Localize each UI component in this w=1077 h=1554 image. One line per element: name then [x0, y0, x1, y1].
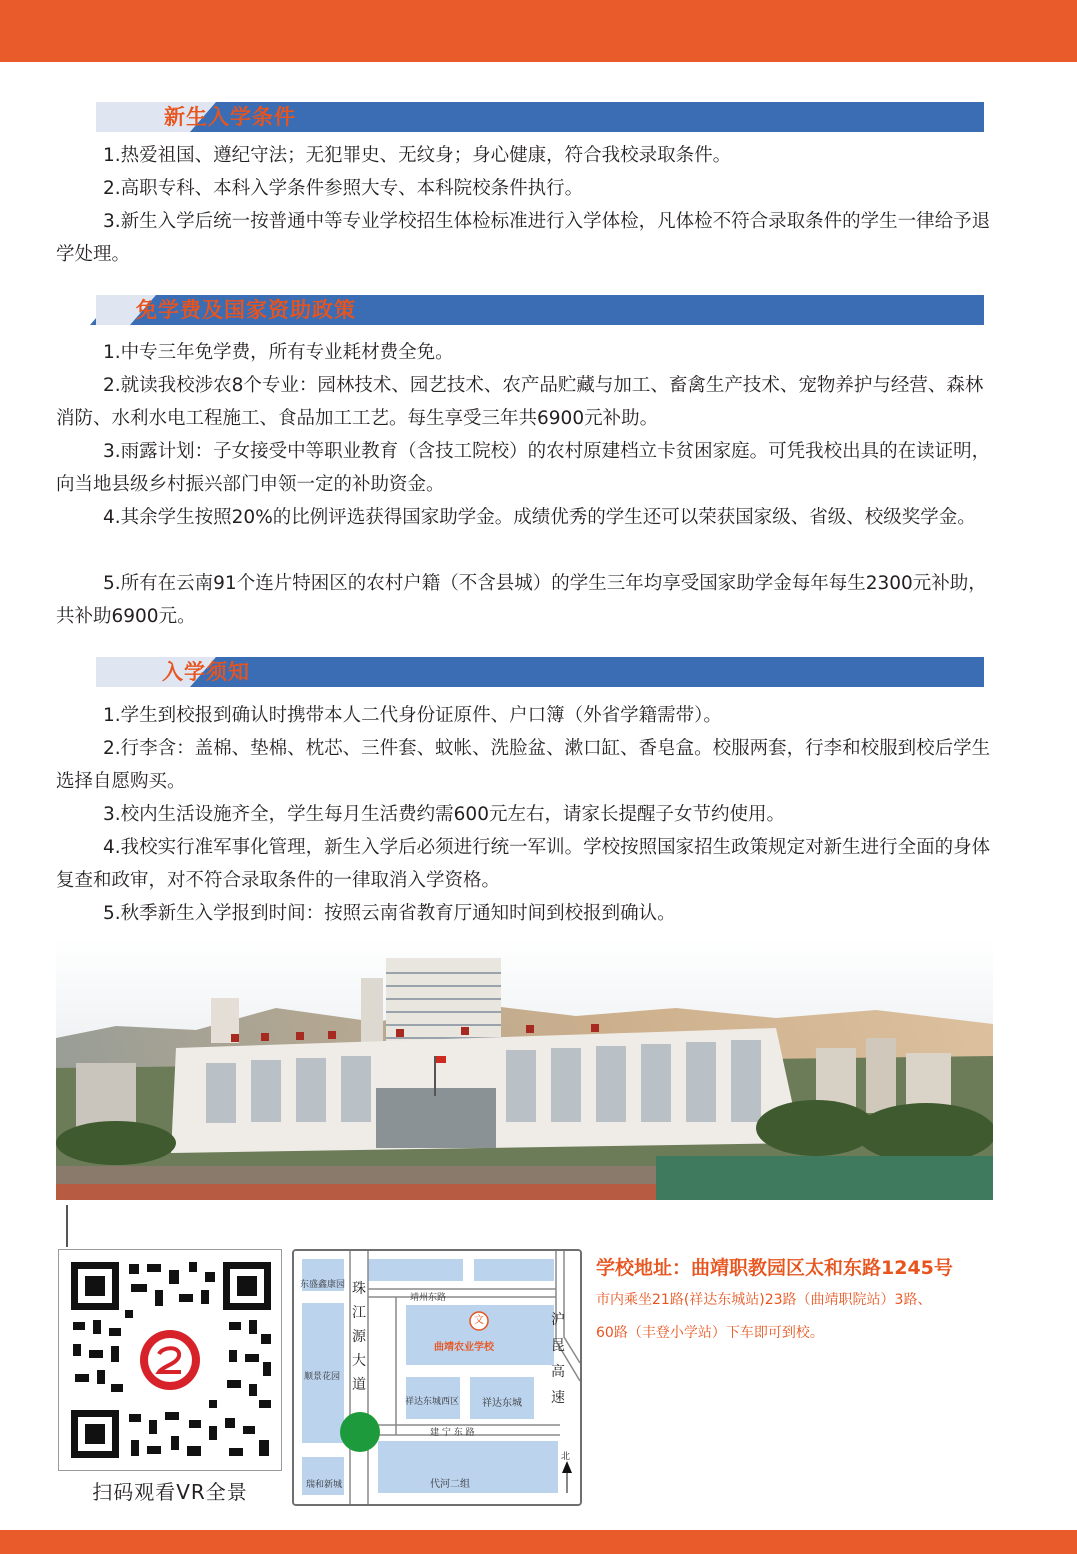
- road-label-jingzhou: 靖州东路: [410, 1293, 447, 1303]
- road-char: 珠: [352, 1281, 366, 1297]
- place-label-shunjing: 顺景花园: [304, 1372, 341, 1382]
- place-label-xiangda: 祥达东城: [482, 1398, 522, 1409]
- place-label-ruihe: 瑞和新城: [306, 1480, 343, 1490]
- qr-caption: 扫码观看VR全景: [92, 1480, 248, 1504]
- road-char: 速: [551, 1390, 565, 1406]
- paragraph: 3.新生入学后统一按普通中等专业学校招生体检标准进行入学体检，凡体检不符合录取条件的学生一律给予退学处理。: [56, 211, 991, 265]
- road-char: 大: [352, 1353, 366, 1369]
- campus-photo: [56, 938, 993, 1200]
- road-label-expressway: [550, 1307, 566, 1411]
- paragraph: 4.我校实行准军事化管理，新生入学后必须进行统一军训。学校按照国家招生政策规定对新生进行全面的身体复查和政审，对不符合录取条件的一律取消入学资格。: [56, 837, 991, 891]
- divider-line: [66, 1205, 68, 1247]
- paragraph: 1.热爱祖国、遵纪守法；无犯罪史、无纹身；身心健康，符合我校录取条件。: [103, 145, 732, 166]
- section-header-enrollment-notice: [56, 657, 984, 687]
- north-label: 北: [561, 1452, 571, 1462]
- road-label-jianning: 建 宁 东 路: [430, 1428, 475, 1438]
- paragraph: 2.就读我校涉农8个专业：园林技术、园艺技术、农产品贮藏与加工、畜禽生产技术、宠物养护与经营、森林消防、水利水电工程施工、食品加工工艺。每生享受三年共6900元补助。: [56, 375, 984, 429]
- paragraph: 1.中专三年免学费，所有专业耗材费全免。: [103, 342, 454, 363]
- paragraph: 3.校内生活设施齐全，学生每月生活费约需600元左右，请家长提醒子女节约使用。: [103, 804, 785, 825]
- road-char: 道: [352, 1377, 366, 1393]
- road-char: 源: [352, 1329, 366, 1345]
- paragraph: 1.学生到校报到确认时携带本人二代身份证原件、户口簿（外省学籍需带）。: [103, 705, 722, 726]
- paragraph: 4.其余学生按照20%的比例评选获得国家助学金。成绩优秀的学生还可以荣获国家级、省级、校级奖学金。: [103, 507, 976, 528]
- paragraph: 2.行李含：盖棉、垫棉、枕芯、三件套、蚊帐、洗脸盆、漱口缸、香皂盒。校服两套，行李和校服到校后学生选择自愿购买。: [56, 738, 991, 792]
- qr-code[interactable]: [58, 1249, 282, 1471]
- bus-route-line: 市内乘坐21路(祥达东城站)23路（曲靖职院站）3路、: [596, 1292, 932, 1308]
- section-title: 新生入学条件: [164, 105, 296, 129]
- road-char: 沪: [551, 1312, 565, 1328]
- bottom-orange-bar: [0, 1530, 1077, 1554]
- road-char: 江: [352, 1305, 366, 1321]
- school-address-title: 学校地址：曲靖职教园区太和东路1245号: [596, 1257, 953, 1279]
- road-char: 昆: [551, 1338, 565, 1354]
- place-label-school: 曲靖农业学校: [434, 1342, 494, 1353]
- bus-route-line: 60路（丰登小学站）下车即可到校。: [596, 1325, 824, 1341]
- place-label-dongsheng: 东盛鑫康园: [300, 1280, 346, 1290]
- road-label-zhujiang: [350, 1277, 368, 1397]
- place-label-daihe: 代河二组: [430, 1479, 470, 1490]
- school-mark-icon: 文: [474, 1315, 484, 1326]
- section-title: 免学费及国家资助政策: [136, 298, 356, 322]
- road-char: 高: [551, 1364, 565, 1380]
- section-header-admission-conditions: [56, 102, 984, 132]
- top-orange-bar: [0, 0, 1077, 62]
- section-header-tuition-policy: [56, 295, 984, 325]
- paragraph: 5.所有在云南91个连片特困区的农村户籍（不含县城）的学生三年均享受国家助学金每年每生2300元补助，共补助6900元。: [56, 573, 987, 627]
- location-map[interactable]: [292, 1249, 582, 1506]
- paragraph: 3.雨露计划：子女接受中等职业教育（含技工院校）的农村原建档立卡贫困家庭。可凭我校出具的在读证明，向当地县级乡村振兴部门申领一定的补助资金。: [56, 441, 991, 495]
- section-title: 入学须知: [162, 660, 250, 684]
- place-label-xiangda-west: 祥达东城西区: [405, 1397, 460, 1407]
- paragraph: 5.秋季新生入学报到时间：按照云南省教育厅通知时间到校报到确认。: [103, 903, 676, 924]
- paragraph: 2.高职专科、本科入学条件参照大专、本科院校条件执行。: [103, 178, 584, 199]
